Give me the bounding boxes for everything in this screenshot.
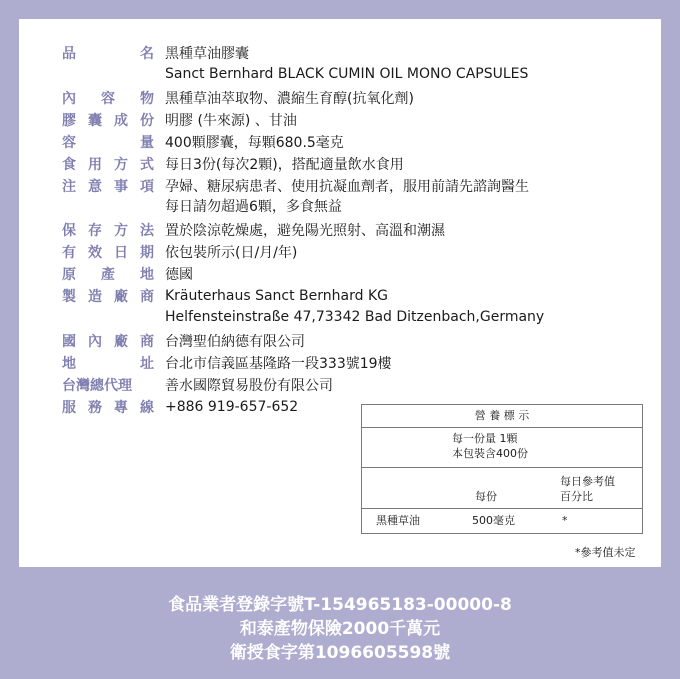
- domestic-company-label: 國 內 廠 商: [62, 333, 154, 350]
- daily-value-header-1: 每日參考值: [560, 475, 615, 488]
- distributor-label: 台灣總代理: [62, 377, 132, 394]
- capsule-ingredients-label: 膠 囊 成 份: [62, 112, 154, 129]
- storage-row: [62, 219, 445, 240]
- daily-value-header-2: 百分比: [560, 490, 593, 503]
- volume-label: 容 量: [62, 134, 154, 151]
- serving-size: 每一份量 1顆: [452, 432, 518, 445]
- per-serving-header: 每份: [475, 490, 497, 503]
- caution-value: 孕婦、糖尿病患者、使用抗凝血劑者，服用前請先諮詢醫生: [165, 178, 529, 195]
- address-value: 台北市信義區基隆路一段333號19樓: [165, 355, 392, 372]
- nutrient-daily-value: *: [562, 514, 568, 527]
- domestic-company-row: [62, 330, 305, 351]
- distributor-value: 善水國際貿易股份有限公司: [165, 377, 333, 394]
- storage-value: 置於陰涼乾燥處，避免陽光照射、高溫和潮濕: [165, 222, 445, 239]
- distributor-row: [62, 374, 333, 395]
- insurance-statement: 和泰產物保險2000千萬元: [239, 619, 441, 639]
- nutrient-name: 黑種草油: [376, 514, 420, 527]
- caution-label: 注 意 事 項: [62, 178, 154, 195]
- contents-label: 內 容 物: [62, 90, 154, 107]
- service-line-label: 服 務 專 線: [62, 399, 154, 416]
- expiry-label: 有 效 日 期: [62, 244, 154, 261]
- expiry-row: [62, 241, 297, 262]
- nutrition-footnote: *參考值未定: [575, 546, 636, 559]
- service-line-row: [62, 396, 298, 417]
- manufacturer-label: 製 造 廠 商: [62, 288, 154, 305]
- contents-row: [62, 87, 414, 108]
- caution-row: [62, 175, 529, 196]
- servings-per-pack: 本包裝含400份: [452, 447, 528, 460]
- capsule-ingredients-row: [62, 109, 297, 130]
- origin-row: [62, 263, 193, 284]
- storage-label: 保 存 方 法: [62, 222, 154, 239]
- contents-value: 黑種草油萃取物、濃縮生育醇(抗氧化劑): [165, 90, 414, 107]
- origin-value: 德國: [165, 266, 193, 283]
- food-registration-number: 食品業者登錄字號T-154965183-00000-8: [168, 595, 512, 615]
- usage-label: 食 用 方 式: [62, 156, 154, 173]
- nutrition-facts-table: [361, 404, 643, 534]
- capsule-ingredients-value: 明膠 (牛來源) 、甘油: [165, 112, 297, 129]
- product-info-card: [19, 19, 661, 567]
- usage-row: [62, 153, 404, 174]
- manufacturer-row: [62, 285, 388, 306]
- product-name-row: [62, 42, 249, 63]
- product-name-value: 黑種草油膠囊: [165, 45, 249, 62]
- origin-label: 原 產 地: [62, 266, 154, 283]
- license-number: 衛授食字第1096605598號: [229, 643, 451, 663]
- address-row: [62, 352, 392, 373]
- volume-row: [62, 131, 344, 152]
- manufacturer-value: Kräuterhaus Sanct Bernhard KG: [165, 287, 388, 304]
- product-name-label: 品 名: [62, 45, 154, 62]
- expiry-value: 依包裝所示(日/月/年): [165, 244, 298, 261]
- domestic-company-value: 台灣聖伯納德有限公司: [165, 333, 305, 350]
- service-line-value: +886 919-657-652: [165, 398, 299, 415]
- address-label: 地 址: [62, 355, 154, 372]
- usage-value: 每日3份(每次2顆)，搭配適量飲水食用: [165, 156, 404, 173]
- volume-value: 400顆膠囊，每顆680.5毫克: [165, 134, 344, 151]
- product-name-english: Sanct Bernhard BLACK CUMIN OIL MONO CAPSULES: [165, 66, 529, 82]
- nutrition-title: 營 養 標 示: [474, 409, 530, 422]
- nutrient-amount: 500毫克: [472, 514, 515, 527]
- manufacturer-address: Helfensteinstraße 47,73342 Bad Ditzenbach,Germany: [165, 309, 545, 325]
- caution-line-2: 每日請勿超過6顆，多食無益: [165, 199, 342, 215]
